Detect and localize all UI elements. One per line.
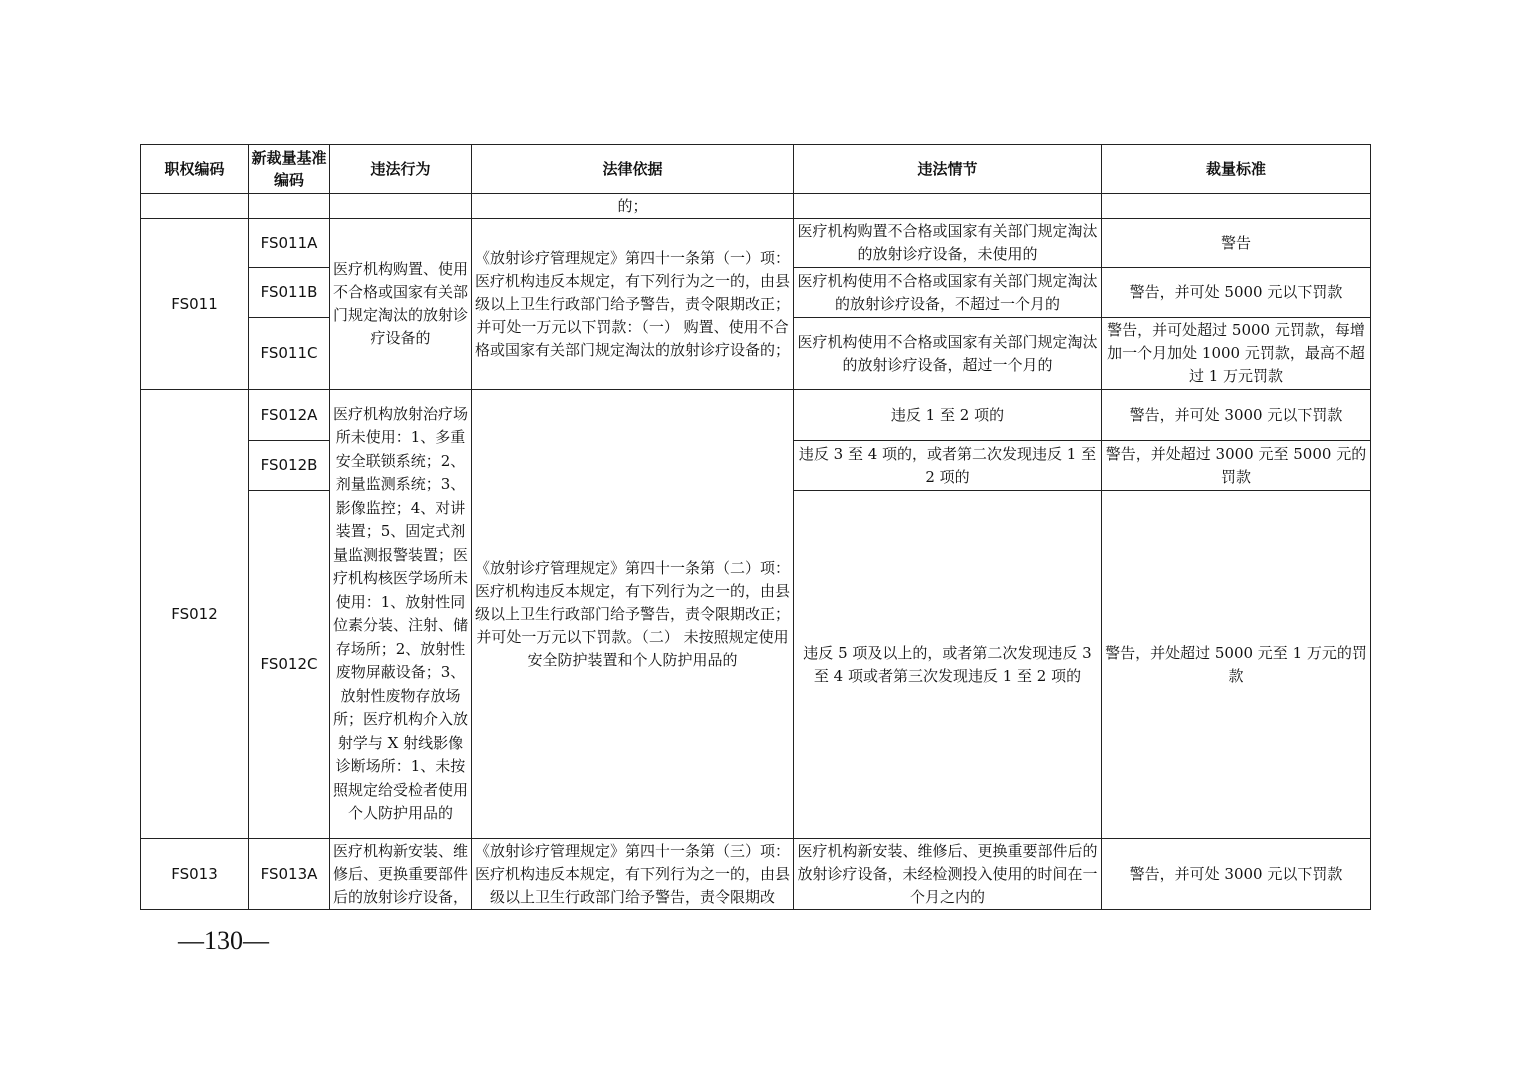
benchmark-code: FS013A: [249, 839, 330, 910]
header-row: [141, 145, 1371, 194]
regulation-table: [140, 144, 1371, 910]
header-authority-code: 职权编码: [141, 145, 249, 194]
standard-cell: 警告，并可处 5000 元以下罚款: [1102, 268, 1371, 318]
benchmark-code: FS011B: [249, 268, 330, 318]
continuation-cell-empty: [794, 194, 1102, 219]
header-violation: 违法行为: [330, 145, 472, 194]
legal-basis-cell: 《放射诊疗管理规定》第四十一条第（一）项：医疗机构违反本规定，有下列行为之一的，由县级以上卫生行政部门给予警告，责令限期改正；并可处一万元以下罚款：（一） 购置、使用不合格或国家有关部门规定淘汰的放射诊疗设备的；: [472, 219, 794, 390]
authority-code: FS013: [141, 839, 249, 910]
standard-cell: 警告，并可处超过 5000 元罚款，每增加一个月加处 1000 元罚款，最高不超过 1 万元罚款: [1102, 318, 1371, 390]
benchmark-code: FS011A: [249, 219, 330, 268]
violation-cell: 医疗机构购置、使用不合格或国家有关部门规定淘汰的放射诊疗设备的: [330, 219, 472, 390]
circumstance-cell: 违反 1 至 2 项的: [794, 390, 1102, 441]
benchmark-code: FS012A: [249, 390, 330, 441]
standard-cell: 警告，并可处 3000 元以下罚款: [1102, 839, 1371, 910]
header-standard: 裁量标准: [1102, 145, 1371, 194]
continuation-cell-empty: [330, 194, 472, 219]
violation-cell: 医疗机构新安装、维修后、更换重要部件后的放射诊疗设备，: [330, 839, 472, 910]
header-new-benchmark-code: 新裁量基准编码: [249, 145, 330, 194]
standard-cell: 警告，并处超过 3000 元至 5000 元的罚款: [1102, 441, 1371, 491]
authority-code: FS012: [141, 390, 249, 839]
circumstance-cell: 违反 5 项及以上的，或者第二次发现违反 3 至 4 项或者第三次发现违反 1 至 2 项的: [794, 491, 1102, 839]
standard-cell: 警告，并处超过 5000 元至 1 万元的罚款: [1102, 491, 1371, 839]
continuation-row: [141, 194, 1371, 219]
continuation-cell-empty: [1102, 194, 1371, 219]
circumstance-cell: 医疗机构使用不合格或国家有关部门规定淘汰的放射诊疗设备，不超过一个月的: [794, 268, 1102, 318]
continuation-cell-empty: [249, 194, 330, 219]
standard-cell: 警告，并可处 3000 元以下罚款: [1102, 390, 1371, 441]
circumstance-cell: 医疗机构购置不合格或国家有关部门规定淘汰的放射诊疗设备，未使用的: [794, 219, 1102, 268]
benchmark-code: FS012B: [249, 441, 330, 491]
table-row: [141, 219, 1371, 268]
circumstance-cell: 医疗机构新安装、维修后、更换重要部件后的放射诊疗设备，未经检测投入使用的时间在一个月之内的: [794, 839, 1102, 910]
benchmark-code: FS012C: [249, 491, 330, 839]
authority-code: FS011: [141, 219, 249, 390]
continuation-basis: 的；: [472, 194, 794, 219]
standard-cell: 警告: [1102, 219, 1371, 268]
benchmark-code: FS011C: [249, 318, 330, 390]
continuation-cell-empty: [141, 194, 249, 219]
table-row: [141, 839, 1371, 910]
header-circumstance: 违法情节: [794, 145, 1102, 194]
page-number: —130—: [178, 926, 269, 955]
header-legal-basis: 法律依据: [472, 145, 794, 194]
circumstance-cell: 医疗机构使用不合格或国家有关部门规定淘汰的放射诊疗设备，超过一个月的: [794, 318, 1102, 390]
legal-basis-cell: 《放射诊疗管理规定》第四十一条第（二）项：医疗机构违反本规定，有下列行为之一的，由县级以上卫生行政部门给予警告，责令限期改正；并可处一万元以下罚款。（二） 未按照规定使用安全防护装置和个人防护用品的: [472, 390, 794, 839]
table-row: [141, 390, 1371, 441]
legal-basis-cell: 《放射诊疗管理规定》第四十一条第（三）项：医疗机构违反本规定，有下列行为之一的，由县级以上卫生行政部门给予警告，责令限期改: [472, 839, 794, 910]
circumstance-cell: 违反 3 至 4 项的，或者第二次发现违反 1 至 2 项的: [794, 441, 1102, 491]
violation-cell: 医疗机构放射治疗场所未使用：1、多重安全联锁系统；2、剂量监测系统；3、影像监控；4、对讲装置；5、固定式剂量监测报警装置；医疗机构核医学场所未使用：1、放射性同位素分装、注射、储存场所；2、放射性废物屏蔽设备；3、放射性废物存放场所；医疗机构介入放射学与 X 射线影像诊断场所：1、未按照规定给受检者使用个人防护用品的: [330, 390, 472, 839]
